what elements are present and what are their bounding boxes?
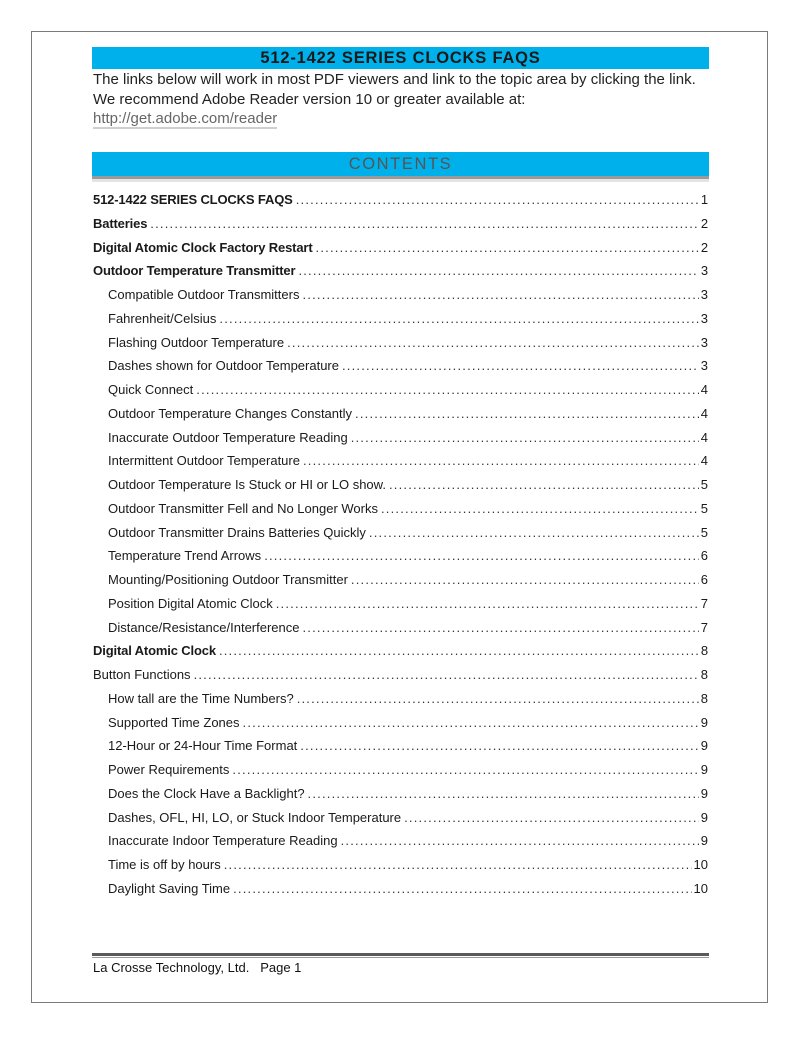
toc-dot-leader: [369, 525, 699, 540]
toc-dot-leader: [302, 287, 698, 302]
toc-entry-page[interactable]: 9: [700, 762, 708, 777]
toc-entry-page[interactable]: 5: [700, 477, 708, 492]
toc-entry-label[interactable]: Power Requirements: [108, 762, 230, 777]
toc-entry-page[interactable]: 8: [700, 690, 708, 706]
toc-entry-page[interactable]: 4: [700, 405, 708, 421]
table-of-contents: [93, 192, 708, 905]
toc-entry-page[interactable]: 2: [700, 215, 708, 231]
toc-entry-page[interactable]: 3: [700, 358, 708, 374]
toc-dot-leader: [341, 833, 699, 848]
toc-entry-page[interactable]: 4: [700, 429, 708, 445]
toc-entry-label[interactable]: Dashes, OFL, HI, LO, or Stuck Indoor Temperature: [108, 809, 402, 825]
toc-entry-label[interactable]: Inaccurate Indoor Temperature Reading: [108, 833, 338, 849]
toc-entry-label[interactable]: Outdoor Temperature Transmitter: [93, 263, 296, 279]
toc-entry-page[interactable]: 9: [700, 714, 708, 730]
toc-entry-page[interactable]: 6: [700, 548, 708, 564]
intro-text: The links below will work in most PDF viewers and link to the topic area by clicking the link. We recommend Adobe Reader version 10 or greater available at:: [93, 71, 696, 108]
toc-entry[interactable]: [93, 857, 708, 881]
toc-entry-label[interactable]: Outdoor Temperature Is Stuck or HI or LO show.: [108, 477, 386, 492]
toc-entry[interactable]: [93, 335, 708, 359]
toc-dot-leader: [276, 596, 699, 611]
toc-entry[interactable]: [93, 643, 708, 667]
toc-entry[interactable]: [93, 358, 708, 382]
toc-entry-page[interactable]: 8: [700, 643, 708, 659]
toc-entry-label[interactable]: Quick Connect: [108, 382, 194, 397]
toc-entry[interactable]: [93, 691, 708, 715]
toc-entry-page[interactable]: 5: [700, 500, 708, 516]
toc-dot-leader: [381, 501, 699, 516]
toc-entry-page[interactable]: 9: [700, 785, 708, 801]
contents-heading-shadow: [92, 179, 709, 182]
toc-entry-label[interactable]: Distance/Resistance/Interference: [108, 619, 300, 635]
toc-dot-leader: [287, 335, 699, 350]
toc-entry-label[interactable]: Dashes shown for Outdoor Temperature: [108, 358, 339, 374]
toc-entry[interactable]: [93, 311, 708, 335]
toc-dot-leader: [297, 691, 699, 706]
toc-entry[interactable]: [93, 263, 708, 287]
toc-entry-label[interactable]: Outdoor Transmitter Fell and No Longer Works: [108, 500, 378, 516]
toc-entry[interactable]: [93, 240, 708, 264]
toc-entry[interactable]: [93, 833, 708, 857]
toc-dot-leader: [316, 240, 699, 255]
toc-dot-leader: [404, 810, 699, 825]
toc-entry-page[interactable]: 7: [700, 619, 708, 635]
toc-entry-label[interactable]: Mounting/Positioning Outdoor Transmitter: [108, 572, 348, 587]
toc-entry[interactable]: [93, 477, 708, 501]
toc-dot-leader: [296, 192, 699, 207]
toc-entry-label[interactable]: Outdoor Temperature Changes Constantly: [108, 405, 353, 421]
toc-entry-page[interactable]: 5: [700, 524, 708, 540]
toc-entry-label[interactable]: Digital Atomic Clock Factory Restart: [93, 239, 313, 255]
toc-dot-leader: [232, 762, 698, 777]
toc-entry-label[interactable]: Position Digital Atomic Clock: [108, 595, 273, 611]
toc-entry[interactable]: [93, 810, 708, 834]
toc-entry-label[interactable]: Button Functions: [93, 667, 191, 682]
toc-dot-leader: [219, 643, 699, 658]
toc-dot-leader: [219, 311, 698, 326]
footer-divider-thin: [92, 957, 709, 958]
toc-dot-leader: [150, 216, 699, 231]
toc-entry-page[interactable]: 7: [700, 595, 708, 611]
toc-dot-leader: [196, 382, 699, 397]
toc-dot-leader: [303, 453, 699, 468]
toc-entry-label[interactable]: How tall are the Time Numbers?: [108, 690, 294, 706]
toc-dot-leader: [389, 477, 699, 492]
toc-entry-page[interactable]: 10: [693, 857, 708, 872]
toc-entry[interactable]: [93, 453, 708, 477]
toc-entry[interactable]: [93, 596, 708, 620]
toc-entry-label[interactable]: Intermittent Outdoor Temperature: [108, 453, 300, 469]
toc-dot-leader: [300, 738, 698, 753]
document-title: 512-1422 SERIES CLOCKS FAQS: [92, 47, 709, 69]
toc-entry[interactable]: [93, 762, 708, 786]
toc-dot-leader: [351, 572, 699, 587]
toc-entry-label[interactable]: Time is off by hours: [108, 857, 221, 872]
toc-entry-label[interactable]: Fahrenheit/Celsius: [108, 310, 217, 326]
toc-entry[interactable]: [93, 738, 708, 762]
contents-heading: CONTENTS: [92, 152, 709, 179]
toc-entry-label[interactable]: Outdoor Transmitter Drains Batteries Quickly: [108, 524, 366, 540]
page-footer: [93, 960, 301, 975]
toc-entry[interactable]: [93, 501, 708, 525]
toc-dot-leader: [308, 786, 699, 801]
toc-entry-page[interactable]: 3: [700, 287, 708, 302]
toc-entry-page[interactable]: 6: [700, 572, 708, 587]
footer-page-number: Page 1: [260, 960, 302, 975]
toc-entry-page[interactable]: 3: [700, 263, 708, 279]
toc-entry[interactable]: [93, 667, 708, 691]
toc-dot-leader: [194, 667, 699, 682]
toc-dot-leader: [355, 406, 699, 421]
toc-entry-label[interactable]: Inaccurate Outdoor Temperature Reading: [108, 429, 348, 445]
toc-dot-leader: [342, 358, 699, 373]
toc-entry-page[interactable]: 4: [700, 453, 708, 469]
toc-entry-page[interactable]: 9: [700, 738, 708, 754]
toc-entry-label[interactable]: Batteries: [93, 215, 148, 231]
toc-entry[interactable]: [93, 216, 708, 240]
toc-entry-label[interactable]: 12-Hour or 24-Hour Time Format: [108, 738, 298, 754]
toc-dot-leader: [243, 715, 699, 730]
toc-entry[interactable]: [93, 406, 708, 430]
toc-entry-label[interactable]: Flashing Outdoor Temperature: [108, 334, 285, 350]
toc-entry[interactable]: [93, 620, 708, 644]
toc-entry-page[interactable]: 1: [700, 192, 708, 207]
toc-entry-page[interactable]: 3: [700, 310, 708, 326]
toc-entry-label[interactable]: Daylight Saving Time: [108, 880, 231, 896]
toc-entry-label[interactable]: 512-1422 SERIES CLOCKS FAQS: [93, 192, 293, 207]
toc-dot-leader: [351, 430, 699, 445]
toc-entry-label[interactable]: Temperature Trend Arrows: [108, 548, 262, 564]
toc-dot-leader: [302, 620, 698, 635]
toc-entry-label[interactable]: Compatible Outdoor Transmitters: [108, 287, 300, 302]
toc-entry-page[interactable]: 9: [700, 833, 708, 849]
toc-entry[interactable]: [93, 572, 708, 596]
toc-entry[interactable]: [93, 881, 708, 905]
toc-entry[interactable]: [93, 192, 708, 216]
footer-divider: [92, 953, 709, 956]
toc-entry[interactable]: [93, 430, 708, 454]
toc-dot-leader: [233, 881, 691, 896]
intro-paragraph: [93, 70, 713, 129]
toc-entry[interactable]: [93, 287, 708, 311]
toc-entry-page[interactable]: 2: [700, 239, 708, 255]
toc-entry[interactable]: [93, 715, 708, 739]
toc-entry[interactable]: [93, 525, 708, 549]
toc-entry[interactable]: [93, 548, 708, 572]
toc-entry[interactable]: [93, 786, 708, 810]
toc-dot-leader: [224, 857, 692, 872]
toc-entry-label[interactable]: Supported Time Zones: [108, 714, 240, 730]
toc-entry-label[interactable]: Does the Clock Have a Backlight?: [108, 785, 305, 801]
adobe-reader-link[interactable]: http://get.adobe.com/reader: [93, 110, 278, 127]
toc-entry[interactable]: [93, 382, 708, 406]
toc-dot-leader: [264, 548, 699, 563]
toc-entry-page[interactable]: 8: [700, 667, 708, 682]
toc-dot-leader: [298, 263, 698, 278]
toc-entry-page[interactable]: 4: [700, 382, 708, 397]
footer-company: La Crosse Technology, Ltd.: [93, 960, 250, 975]
toc-entry-page[interactable]: 10: [693, 880, 708, 896]
toc-entry-page[interactable]: 3: [700, 334, 708, 350]
toc-entry-page[interactable]: 9: [700, 809, 708, 825]
toc-entry-label[interactable]: Digital Atomic Clock: [93, 643, 216, 659]
